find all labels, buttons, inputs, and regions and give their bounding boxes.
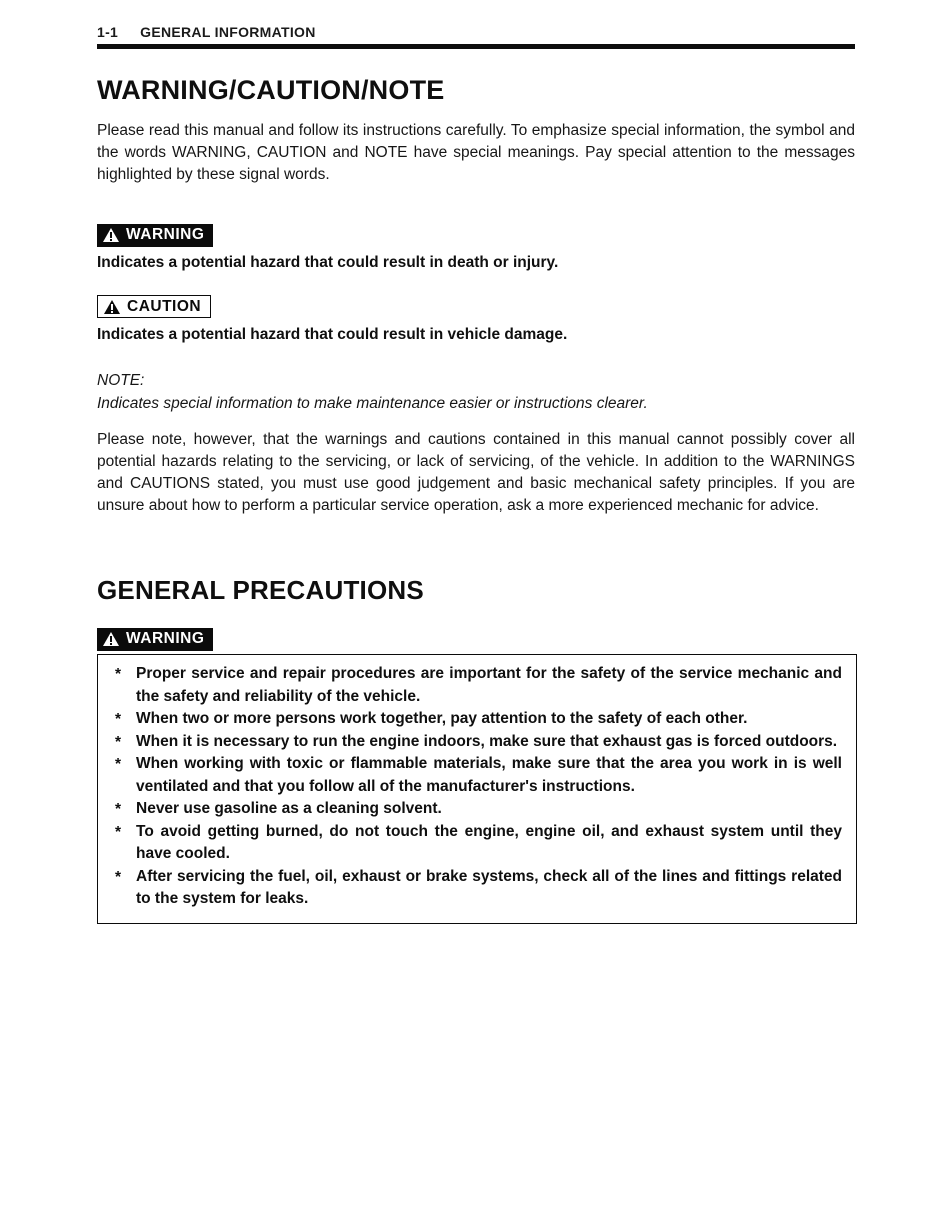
running-header <box>97 0 855 40</box>
page-title: WARNING/CAUTION/NOTE <box>97 75 445 105</box>
precaution-text: When two or more persons work together, pay attention to the safety of each other. <box>136 710 748 727</box>
section-title: GENERAL INFORMATION <box>140 24 316 40</box>
warning-badge-label: WARNING <box>126 226 205 243</box>
note-label: NOTE: <box>97 371 145 389</box>
bullet-glyph: * <box>115 733 122 751</box>
warning-description: Indicates a potential hazard that could result in death or injury. <box>97 254 559 271</box>
bullet-glyph: * <box>115 756 122 773</box>
precaution-text: After servicing the fuel, oil, exhaust or brake systems, check all of the lines and fittings related to the system for leaks. <box>136 867 842 907</box>
precaution-item <box>98 821 842 866</box>
header-rule <box>97 44 855 49</box>
precautions-list <box>98 663 842 911</box>
bullet-glyph: * <box>115 711 122 728</box>
precaution-item <box>98 798 842 821</box>
intro-paragraph: Please read this manual and follow its instructions carefully. To emphasize special information, the symbol and the words WARNING, CAUTION and NOTE have special meanings. Pay special attention to the messages highlighted by these signal words. <box>97 122 855 183</box>
caution-description: Indicates a potential hazard that could result in vehicle damage. <box>97 325 568 343</box>
caution-triangle-icon <box>104 300 120 314</box>
precaution-item <box>98 753 842 798</box>
note-description: Indicates special information to make maintenance easier or instructions clearer. <box>97 394 648 412</box>
precaution-item <box>98 731 842 754</box>
page-content <box>97 0 855 924</box>
page-number: 1-1 <box>97 24 119 40</box>
caution-badge <box>97 295 211 318</box>
bullet-glyph: * <box>115 666 122 683</box>
general-precautions-title: GENERAL PRECAUTIONS <box>97 574 424 605</box>
bullet-glyph: * <box>115 823 122 841</box>
note-block <box>97 369 855 415</box>
precaution-text: Proper service and repair procedures are important for the safety of the service mechanic and the safety and reliability of the vehicle. <box>136 665 842 705</box>
warning-triangle-icon <box>103 228 119 242</box>
disclaimer-paragraph: Please note, however, that the warnings and cautions contained in this manual cannot possibly cover all potential hazards relating to the servicing, or lack of servicing, of the vehicle. In addition to the WARNINGS and CAUTIONS stated, you must use good judgement and basic mechanical safety principles. If you are unsure about how to perform a particular service operation, ask a more experienced mechanic for advice. <box>97 430 855 514</box>
precaution-text: Never use gasoline as a cleaning solvent. <box>136 800 442 817</box>
warning-badge <box>97 224 213 247</box>
bullet-glyph: * <box>115 801 122 818</box>
precaution-item <box>98 663 842 708</box>
precautions-box <box>97 654 857 924</box>
bullet-glyph: * <box>115 868 122 886</box>
precaution-text: To avoid getting burned, do not touch the engine, engine oil, and exhaust system until they have cooled. <box>136 822 842 862</box>
precaution-item <box>98 866 842 911</box>
precaution-text: When it is necessary to run the engine indoors, make sure that exhaust gas is forced outdoors. <box>136 732 838 750</box>
precautions-warning-badge <box>97 628 213 651</box>
precaution-item <box>98 708 842 731</box>
warning-triangle-icon <box>103 632 119 646</box>
precaution-text: When working with toxic or flammable materials, make sure that the area you work in is well ventilated and that you follow all of the manufacturer's instructions. <box>136 755 842 795</box>
caution-badge-label: CAUTION <box>127 297 202 315</box>
precautions-warning-badge-label: WARNING <box>126 630 205 647</box>
